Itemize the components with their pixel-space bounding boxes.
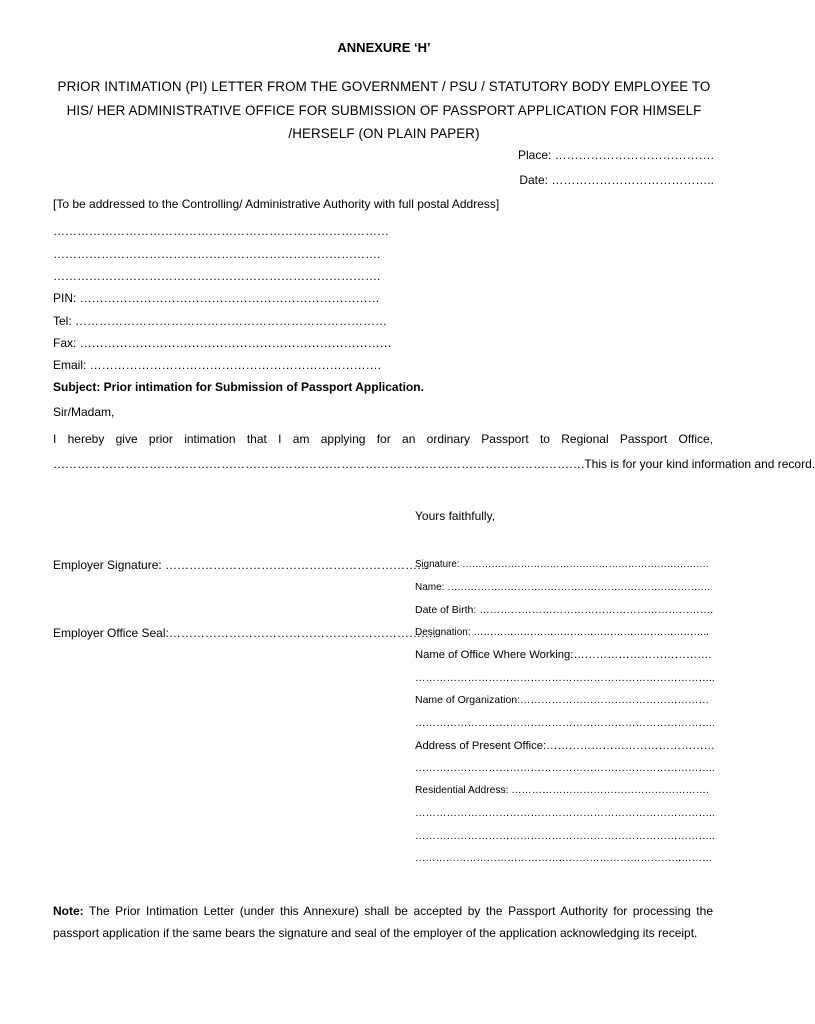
letter-heading-line-1: PRIOR INTIMATION (PI) LETTER FROM THE GOVERNMENT / PSU / STATUTORY BODY EMPLOYEE TO (57, 79, 711, 94)
body-paragraph-line-1: I hereby give prior intimation that I am applying for an ordinary Passport to Regional Passport Office, (53, 432, 713, 446)
regional-office-blank: ……………………………………………………………………………………………………………………. (53, 457, 585, 471)
employer-signature-field: Employer Signature: ………………………………………………………… (53, 558, 430, 572)
note-label: Note: (53, 904, 84, 918)
note-text: The Prior Intimation Letter (under this Annexure) shall be accepted by the Passport Authority for processing the passport application if the same bears the signature and seal of the employer of the application acknowledging its receipt. (53, 904, 713, 940)
residential-address-field: Residential Address: …………………………………………………. (415, 785, 709, 796)
organization-name-field: Name of Organization:……………………………………………… (415, 694, 710, 706)
applicant-dob-field: Date of Birth: …………………………………………………………. (415, 604, 714, 616)
applicant-signature-field: Signature: …………………………………………………………………. (415, 559, 709, 570)
letter-heading-line-3: /HERSELF (ON PLAIN PAPER) (288, 126, 480, 141)
note-paragraph (53, 900, 713, 944)
email-field: Email: ………………………………………………………………. (53, 358, 382, 372)
applicant-name-field: Name: ……………………………………………………………………. (415, 582, 711, 593)
residential-address-line-2: ………………………………………………………………………….. (415, 807, 715, 819)
address-instruction: [To be addressed to the Controlling/ Administrative Authority with full postal Address] (53, 197, 500, 211)
annexure-title: ANNEXURE ‘H’ (337, 40, 431, 55)
tel-field: Tel: …………………………………………………………………… (53, 314, 388, 328)
address-line-3: ………………………………………………………………………. (53, 269, 381, 283)
residential-address-line-3: ………………………………………………………………………….. (415, 830, 715, 842)
applicant-designation-field: Designation: …………………………………………………………….. (415, 627, 709, 638)
pin-field: PIN: ………………………………………………………………… (53, 291, 380, 305)
closing-phrase: Yours faithfully, (415, 509, 496, 523)
office-where-working-line-2: ………………………………………………………………………….. (415, 672, 715, 684)
present-office-address-line-2: ………………………………………………………………………….. (415, 762, 715, 774)
letter-heading-line-2: HIS/ HER ADMINISTRATIVE OFFICE FOR SUBMISSION OF PASSPORT APPLICATION FOR HIMSELF (66, 103, 702, 118)
employer-office-seal-field: Employer Office Seal:…………………………………………………………. (53, 626, 437, 640)
organization-name-line-2: ………………………………………………………………………….. (415, 717, 715, 729)
salutation: Sir/Madam, (53, 405, 115, 419)
address-line-1: ………………………………………………………………………… (53, 224, 389, 238)
subject-line: Subject: Prior intimation for Submission of Passport Application. (53, 380, 424, 394)
body-paragraph-line-2 (53, 457, 815, 471)
residential-address-line-4: …………………………………………………………………………… (415, 853, 713, 864)
office-where-working-field: Name of Office Where Working:………………………………. (415, 649, 712, 661)
present-office-address-field: Address of Present Office:……………………………………… (415, 740, 715, 752)
fax-field: Fax: …………………………………………………………………… (53, 336, 392, 350)
date-field: Date: ………………………………….. (519, 173, 714, 187)
body-closing-text: This is for your kind information and record. (584, 457, 815, 471)
place-field: Place: …………………………………. (517, 148, 714, 162)
address-line-2: ………………………………………………………………………. (53, 247, 381, 261)
